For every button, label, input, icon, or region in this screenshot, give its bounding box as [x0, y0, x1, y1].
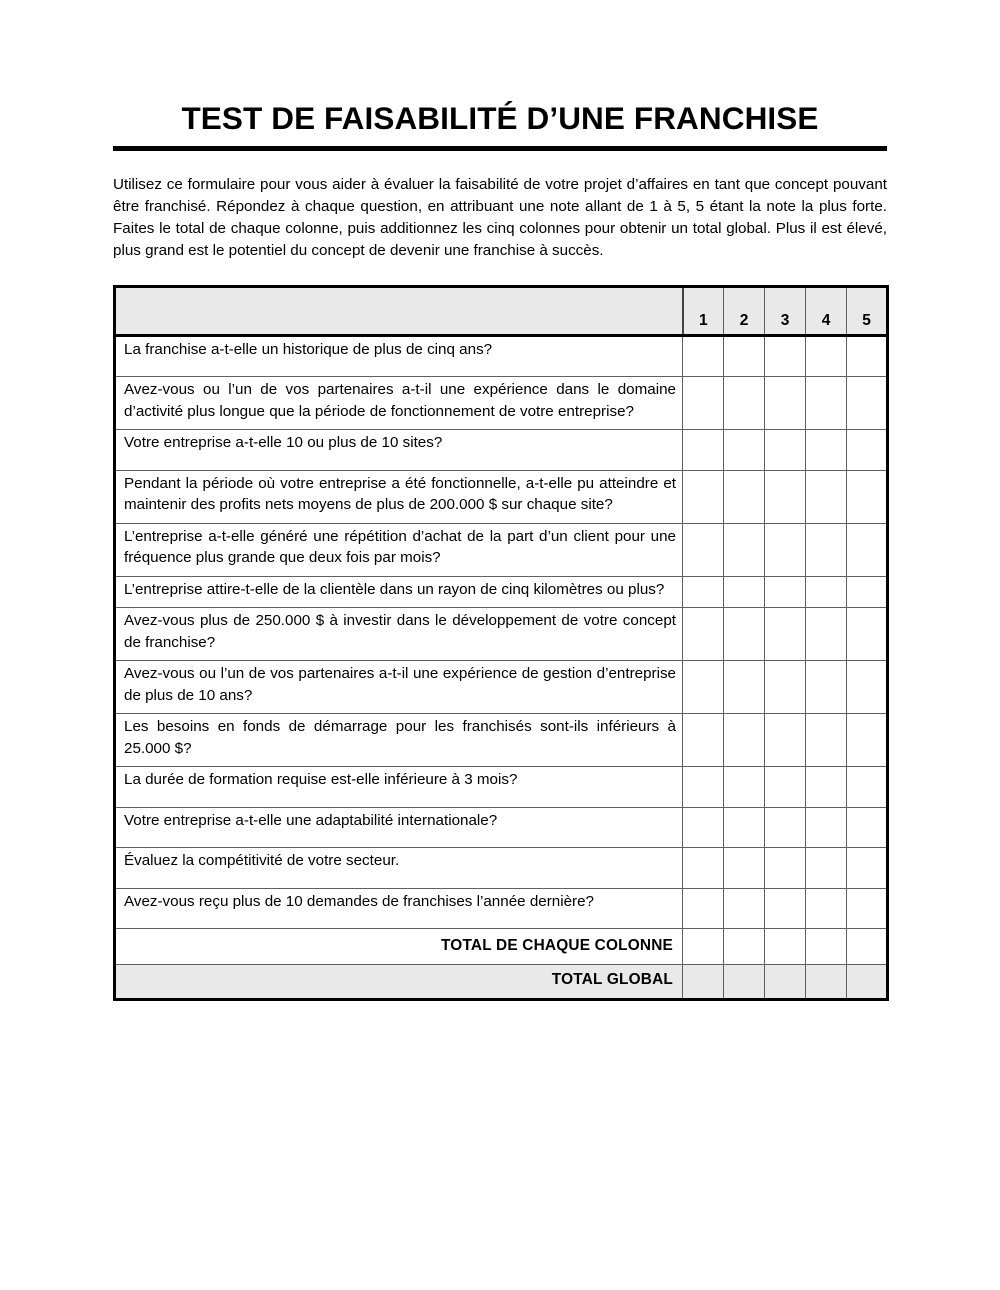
rating-cell-5[interactable] — [847, 714, 888, 767]
rating-cell-3[interactable] — [765, 470, 806, 523]
rating-cell-2[interactable] — [724, 661, 765, 714]
rating-cell-1[interactable] — [683, 377, 724, 430]
rating-cell-2[interactable] — [724, 377, 765, 430]
rating-cell-5[interactable] — [847, 470, 888, 523]
rating-cell-1[interactable] — [683, 576, 724, 608]
header-rating-3: 3 — [765, 286, 806, 335]
total-label: TOTAL DE CHAQUE COLONNE — [115, 929, 683, 965]
header-rating-2: 2 — [724, 286, 765, 335]
total-label: TOTAL GLOBAL — [115, 965, 683, 1000]
rating-cell-4[interactable] — [806, 767, 847, 808]
rating-cell-4[interactable] — [806, 848, 847, 889]
rating-cell-1[interactable] — [683, 767, 724, 808]
total-global-row — [115, 965, 888, 1000]
rating-cell-2[interactable] — [724, 470, 765, 523]
rating-cell-4[interactable] — [806, 888, 847, 929]
rating-cell-1[interactable] — [683, 888, 724, 929]
rating-cell-3[interactable] — [765, 888, 806, 929]
rating-cell-5[interactable] — [847, 767, 888, 808]
rating-cell-3[interactable] — [765, 430, 806, 471]
question-text: Pendant la période où votre entreprise a été fonctionnelle, a-t-elle pu atteindre et maintenir des profits nets moyens de plus de 200.000 $ sur chaque site? — [115, 470, 683, 523]
header-rating-4: 4 — [806, 286, 847, 335]
rating-cell-1[interactable] — [683, 430, 724, 471]
table-row — [115, 767, 888, 808]
rating-cell-1[interactable] — [683, 335, 724, 377]
rating-cell-4[interactable] — [806, 335, 847, 377]
rating-cell-3[interactable] — [765, 608, 806, 661]
page-title: TEST DE FAISABILITÉ D’UNE FRANCHISE — [181, 100, 819, 136]
total-cell-3[interactable] — [765, 929, 806, 965]
rating-cell-2[interactable] — [724, 767, 765, 808]
table-row — [115, 807, 888, 848]
rating-cell-1[interactable] — [683, 807, 724, 848]
rating-cell-3[interactable] — [765, 714, 806, 767]
rating-cell-1[interactable] — [683, 714, 724, 767]
rating-cell-1[interactable] — [683, 470, 724, 523]
rating-cell-2[interactable] — [724, 608, 765, 661]
table-row — [115, 523, 888, 576]
table-row — [115, 608, 888, 661]
rating-cell-5[interactable] — [847, 608, 888, 661]
rating-cell-3[interactable] — [765, 335, 806, 377]
total-cell-2[interactable] — [724, 965, 765, 1000]
rating-cell-3[interactable] — [765, 377, 806, 430]
rating-cell-3[interactable] — [765, 661, 806, 714]
table-header-row — [115, 286, 888, 335]
document-content — [113, 0, 887, 1001]
rating-cell-4[interactable] — [806, 608, 847, 661]
question-text: Avez-vous ou l’un de vos partenaires a-t-il une expérience de gestion d’entreprise de plus de 10 ans? — [115, 661, 683, 714]
question-text: Avez-vous ou l’un de vos partenaires a-t-il une expérience dans le domaine d’activité plus longue que la période de fonctionnement de votre entreprise? — [115, 377, 683, 430]
rating-cell-3[interactable] — [765, 807, 806, 848]
rating-cell-2[interactable] — [724, 714, 765, 767]
table-row — [115, 576, 888, 608]
rating-cell-2[interactable] — [724, 888, 765, 929]
total-cell-4[interactable] — [806, 929, 847, 965]
rating-cell-4[interactable] — [806, 470, 847, 523]
rating-cell-4[interactable] — [806, 523, 847, 576]
question-text: La durée de formation requise est-elle inférieure à 3 mois? — [115, 767, 683, 808]
question-text: Évaluez la compétitivité de votre secteur. — [115, 848, 683, 889]
question-text: Avez-vous reçu plus de 10 demandes de franchises l’année dernière? — [115, 888, 683, 929]
rating-cell-5[interactable] — [847, 661, 888, 714]
table-row — [115, 714, 888, 767]
rating-cell-4[interactable] — [806, 714, 847, 767]
rating-cell-2[interactable] — [724, 807, 765, 848]
rating-cell-1[interactable] — [683, 608, 724, 661]
total-cell-2[interactable] — [724, 929, 765, 965]
table-row — [115, 661, 888, 714]
rating-cell-5[interactable] — [847, 335, 888, 377]
question-text: Avez-vous plus de 250.000 $ à investir dans le développement de votre concept de franchise? — [115, 608, 683, 661]
rating-cell-5[interactable] — [847, 888, 888, 929]
question-text: L’entreprise a-t-elle généré une répétition d’achat de la part d’un client pour une fréquence plus grande que deux fois par mois? — [115, 523, 683, 576]
assessment-table-wrapper — [113, 285, 887, 1002]
rating-cell-4[interactable] — [806, 377, 847, 430]
question-text: Votre entreprise a-t-elle une adaptabilité internationale? — [115, 807, 683, 848]
rating-cell-1[interactable] — [683, 661, 724, 714]
header-rating-1: 1 — [683, 286, 724, 335]
rating-cell-3[interactable] — [765, 767, 806, 808]
rating-cell-4[interactable] — [806, 661, 847, 714]
rating-cell-2[interactable] — [724, 848, 765, 889]
table-row — [115, 335, 888, 377]
rating-cell-4[interactable] — [806, 576, 847, 608]
header-rating-5: 5 — [847, 286, 888, 335]
total-cell-1[interactable] — [683, 929, 724, 965]
intro-paragraph: Utilisez ce formulaire pour vous aider à évaluer la faisabilité de votre projet d’affaires en tant que concept pouvant être franchisé. Répondez à chaque question, en attribuant une note allant de 1 à 5, 5 étant la note la plus forte. Faites le total de chaque colonne, puis additionnez les cinq colonnes pour obtenir un total global. Plus il est élevé, plus grand est le potentiel du concept de devenir une franchise à succès. — [113, 176, 887, 259]
rating-cell-2[interactable] — [724, 523, 765, 576]
table-row — [115, 848, 888, 889]
rating-cell-3[interactable] — [765, 523, 806, 576]
rating-cell-4[interactable] — [806, 807, 847, 848]
rating-cell-5[interactable] — [847, 848, 888, 889]
total-cell-5[interactable] — [847, 965, 888, 1000]
rating-cell-1[interactable] — [683, 523, 724, 576]
table-row — [115, 888, 888, 929]
rating-cell-4[interactable] — [806, 430, 847, 471]
rating-cell-1[interactable] — [683, 848, 724, 889]
header-question-column — [115, 286, 683, 335]
total-cell-4[interactable] — [806, 965, 847, 1000]
rating-cell-2[interactable] — [724, 576, 765, 608]
rating-cell-2[interactable] — [724, 430, 765, 471]
table-row — [115, 430, 888, 471]
table-row — [115, 470, 888, 523]
rating-cell-5[interactable] — [847, 430, 888, 471]
question-text: L’entreprise attire-t-elle de la clientèle dans un rayon de cinq kilomètres ou plus? — [115, 576, 683, 608]
question-text: Votre entreprise a-t-elle 10 ou plus de 10 sites? — [115, 430, 683, 471]
table-row — [115, 377, 888, 430]
rating-cell-3[interactable] — [765, 848, 806, 889]
rating-cell-3[interactable] — [765, 576, 806, 608]
total-per-column-row — [115, 929, 888, 965]
question-text: Les besoins en fonds de démarrage pour les franchisés sont-ils inférieurs à 25.000 $? — [115, 714, 683, 767]
rating-cell-5[interactable] — [847, 807, 888, 848]
rating-cell-5[interactable] — [847, 377, 888, 430]
total-cell-1[interactable] — [683, 965, 724, 1000]
rating-cell-2[interactable] — [724, 335, 765, 377]
rating-cell-5[interactable] — [847, 523, 888, 576]
total-cell-5[interactable] — [847, 929, 888, 965]
assessment-table — [113, 285, 889, 1002]
rating-cell-5[interactable] — [847, 576, 888, 608]
question-text: La franchise a-t-elle un historique de plus de cinq ans? — [115, 335, 683, 377]
total-cell-3[interactable] — [765, 965, 806, 1000]
